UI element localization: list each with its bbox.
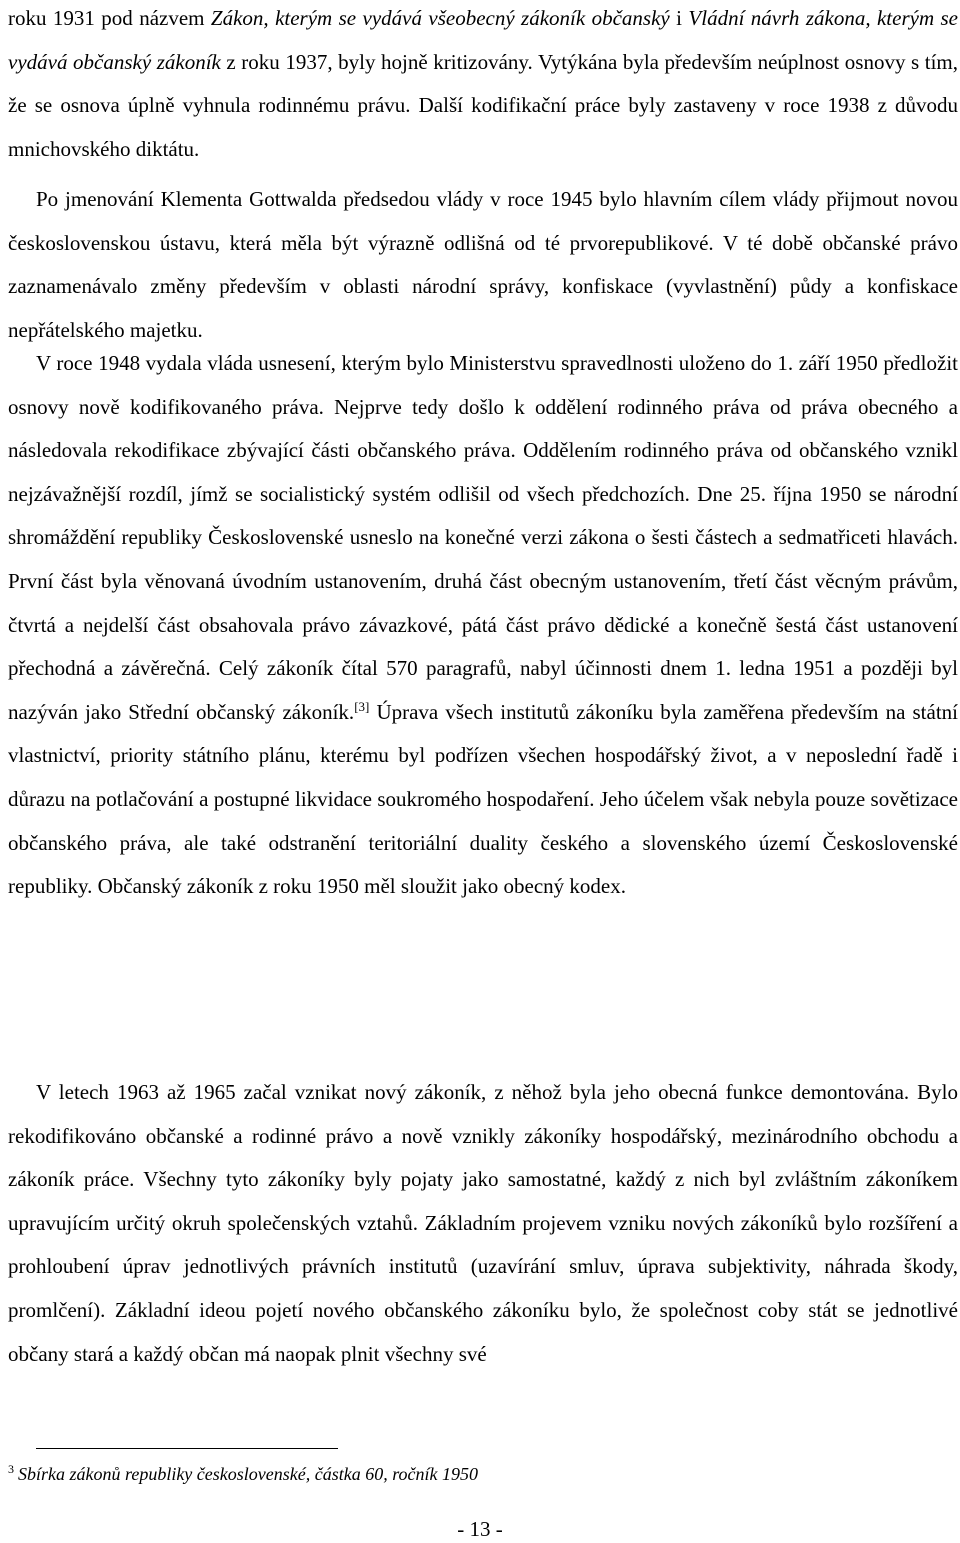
paragraph-4-text: V letech 1963 až 1965 začal vznikat nový zákoník, z něhož byla jeho obecná funkce demontována. Bylo rekodifikováno občanské a rodinné právo a nově vznikly zákoníky hospodářský, mezinárodního obchodu a zákoník práce. Všechny tyto zákoníky byly pojaty jako samostatné, každý z nich byl zvláštním zákoníkem upravujícím určitý okruh společenských vztahů. Základním projevem vzniku nových zákoníků bylo rozšíření a prohloubení úprav jednotlivých právních institutů (uzavírání smluv, úprava subjektivity, náhrada škody, promlčení). Základní ideou pojetí nového občanského zákoníku bylo, že společnost coby stát se jednotlivé občany stará a každý občan má naopak plnit všechny své [8,1080,958,1366]
text-segment: i [669,6,689,30]
paragraph-1-text [8,0,958,171]
paragraph-3-part-2: Úprava všech institutů zákoníku byla zaměřena především na státní vlastnictví, priority státního plánu, kterému byl podřízen všechen hospodářský život, a v neposlední řadě i důrazu na potlačování a postupné likvidace soukromého hospodaření. Jeho účelem však nebyla pouze sovětizace občanského práva, ale také odstranění teritoriální duality českého a slovenského území Československé republiky. Občanský zákoník z roku 1950 měl sloužit jako obecný kodex. [8,699,958,899]
text-segment: z roku 1937, byly hojně kritizovány. Vytýkána byla především neúplnost osnovy s tím, že se osnova úplně vyhnula rodinnému právu. Další kodifikační práce byly zastaveny v roce 1938 z důvodu mnichovského diktátu. [8,49,958,161]
italic-title-segment: Zákon, kterým se vydává všeobecný zákoník občanský [210,6,670,30]
paragraph-4 [8,1071,958,1376]
footnote-number: 3 [8,1462,14,1476]
paragraph-3 [8,342,958,909]
paragraph-2-text: Po jmenování Klementa Gottwalda předsedou vlády v roce 1945 bylo hlavním cílem vlády přijmout novou československou ústavu, která měla být výrazně odlišná od té prvorepublikové. V té době občanské právo zaznamenávalo změny především v oblasti národní správy, konfiskace (vyvlastnění) půdy a konfiskace nepřátelského majetku. [8,187,958,342]
footnote [8,1462,948,1486]
footnote-divider [36,1448,338,1449]
paragraph-3-text [8,342,958,909]
page-number: - 13 - [457,1517,503,1541]
paragraph-3-part-1: V roce 1948 vydala vláda usnesení, kterým bylo Ministerstvu spravedlnosti uloženo do 1. září 1950 předložit osnovy nově kodifikovaného práva. Nejprve tedy došlo k oddělení rodinného práva od práva obecného a následovala rekodifikace zbývající části občanského práva. Oddělením rodinného práva od občanského vznikl nejzávažnější rozdíl, jímž se socialistický systém odlišil od všech předchozích. Dne 25. října 1950 se národní shromáždění republiky Československé usneslo na konečné verzi zákona o šesti částech a sedmatřiceti hlavách. První část byla věnovaná úvodním ustanovením, druhá část obecným ustanovením, třetí část věcným právům, čtvrtá a nejdelší část obsahovala právo závazkové, pátá část právo dědické a konečně šestá část ustanovení přechodná a závěrečná. Celý zákoník čítal 570 paragrafů, nabyl účinnosti dnem 1. ledna 1951 a později byl nazýván jako Střední občanský zákoník. [8,351,958,724]
paragraph-2 [8,178,958,352]
footnote-reference[interactable]: [3] [354,698,370,714]
text-segment: roku 1931 pod názvem [8,6,211,30]
italic-title-segment: Vládní návrh zákona, kterým se vydává občanský zákoník [8,6,959,74]
paragraph-1 [8,0,958,171]
footnote-text: Sbírka zákonů republiky československé, částka 60, ročník 1950 [18,1464,479,1484]
